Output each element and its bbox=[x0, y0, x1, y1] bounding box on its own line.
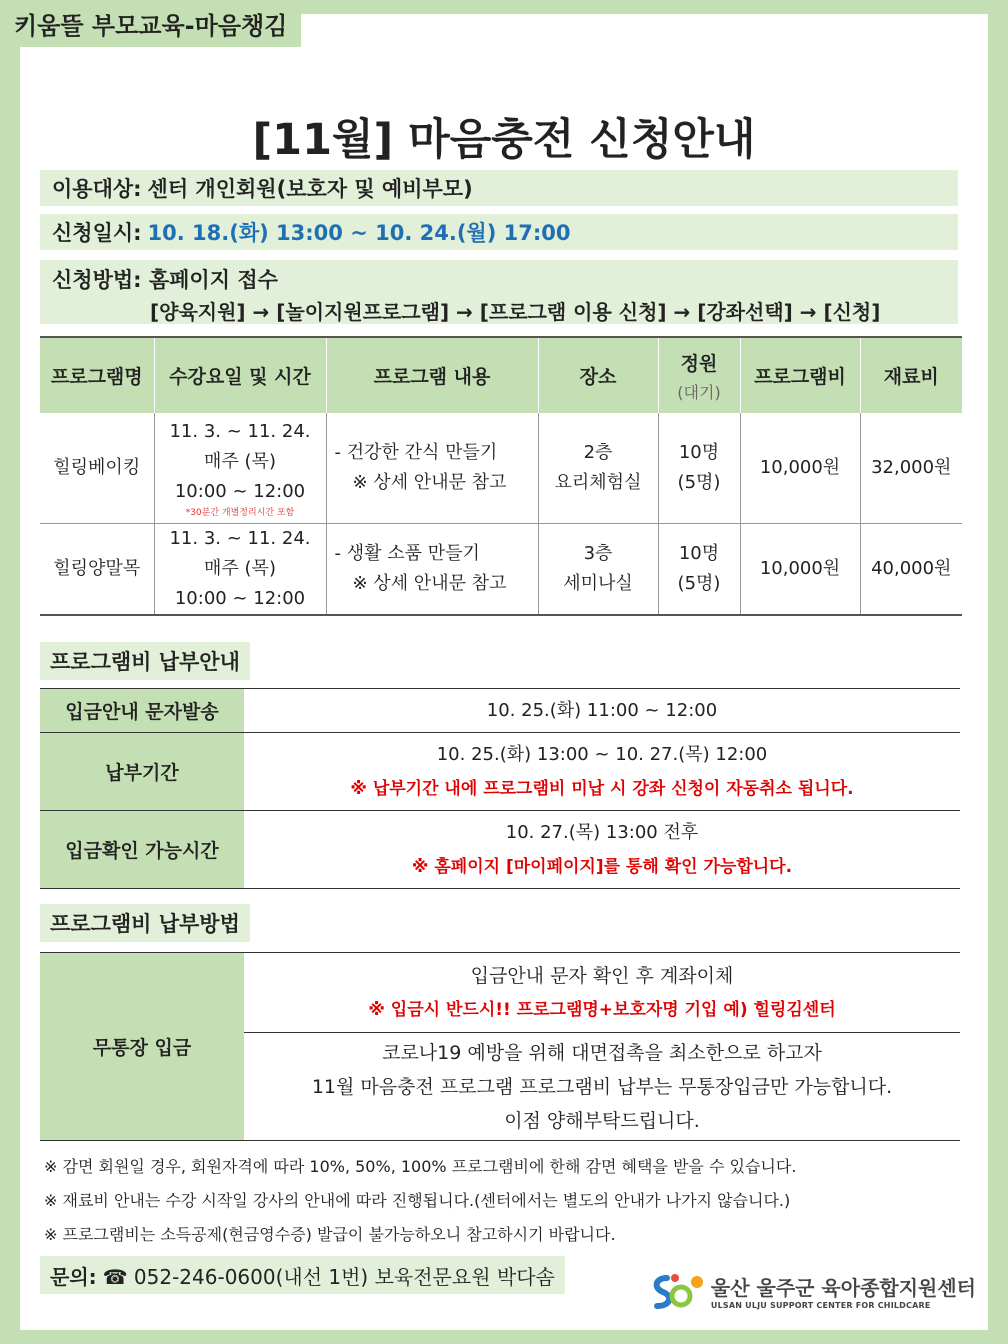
content-note: ※ 상세 안내문 참고 bbox=[352, 471, 507, 493]
period-label: 신청일시: bbox=[52, 221, 142, 245]
schedule-dates: 11. 3. ~ 11. 24. bbox=[169, 527, 311, 549]
note-item: ※ 감면 회원일 경우, 회원자격에 따라 10%, 50%, 100% 프로그램비에 한해 감면 혜택을 받을 수 있습니다. bbox=[44, 1157, 797, 1176]
schedule-note: *30분간 개별정리시간 포함 bbox=[185, 507, 295, 518]
program-capacity bbox=[658, 523, 740, 615]
period-value: 10. 18.(화) 13:00 ~ 10. 24.(월) 17:00 bbox=[147, 221, 571, 245]
instruction-note: ※ 입금시 반드시!! 프로그램명+보호자명 기입 예) 힐링김센터 bbox=[368, 999, 836, 1020]
explanation-line: 11월 마음충전 프로그램 프로그램비 납부는 무통장입금만 가능합니다. bbox=[311, 1075, 893, 1098]
program-fee: 10,000원 bbox=[740, 413, 860, 523]
page-title: [11월] 마음충전 신청안내 bbox=[252, 115, 756, 165]
schedule-dates: 11. 3. ~ 11. 24. bbox=[169, 420, 311, 442]
col-header-capacity bbox=[658, 337, 740, 413]
col-header-place: 장소 bbox=[538, 337, 658, 413]
period-bar bbox=[40, 214, 958, 250]
payment-table bbox=[40, 688, 960, 889]
program-table bbox=[40, 336, 962, 616]
row-value bbox=[244, 811, 960, 889]
capacity-value: 10명 bbox=[678, 441, 720, 463]
program-capacity bbox=[658, 413, 740, 523]
place-room: 세미나실 bbox=[563, 572, 633, 594]
row-label: 납부기간 bbox=[40, 733, 244, 811]
instruction-text: 입금안내 문자 확인 후 계좌이체 bbox=[470, 964, 734, 987]
method-path: [양육지원] → [놀이지원프로그램] → [프로그램 이용 신청] → [강좌선택] → [신청] bbox=[150, 300, 881, 324]
schedule-time: 10:00 ~ 12:00 bbox=[174, 587, 306, 609]
content-line: - 건강한 간식 만들기 bbox=[334, 441, 498, 463]
row-label: 입금안내 문자발송 bbox=[40, 689, 244, 733]
contact-value: ☎ 052-246-0600(내선 1번) 보육전문요원 박다솜 bbox=[102, 1264, 555, 1289]
method-bar bbox=[40, 260, 958, 324]
program-content bbox=[326, 523, 538, 615]
confirm-text: 10. 27.(목) 13:00 전후 bbox=[505, 821, 699, 843]
schedule-time: 10:00 ~ 12:00 bbox=[174, 480, 306, 502]
explanation-line: 코로나19 예방을 위해 대면접촉을 최소한으로 하고자 bbox=[382, 1041, 822, 1064]
wait-label: (대기) bbox=[677, 382, 721, 402]
col-header-schedule: 수강요일 및 시간 bbox=[154, 337, 326, 413]
col-header-fee: 프로그램비 bbox=[740, 337, 860, 413]
target-bar bbox=[40, 170, 958, 206]
target-label: 이용대상: bbox=[52, 177, 142, 201]
logo-korean: 울산 울주군 육아종합지원센터 bbox=[710, 1276, 976, 1300]
note-item: ※ 재료비 안내는 수강 시작일 강사의 안내에 따라 진행됩니다.(센터에서는 별도의 안내가 나가지 않습니다.) bbox=[44, 1191, 791, 1210]
program-fee: 10,000원 bbox=[740, 523, 860, 615]
table-row bbox=[40, 811, 960, 889]
method-explanation bbox=[244, 1033, 960, 1141]
contact-label: 문의: bbox=[50, 1264, 97, 1289]
col-header-material: 재료비 bbox=[860, 337, 962, 413]
schedule-day: 매주 (목) bbox=[204, 450, 276, 472]
method-label: 무통장 입금 bbox=[40, 953, 244, 1141]
target-value: 센터 개인회원(보호자 및 예비부모) bbox=[147, 177, 473, 201]
row-label: 입금확인 가능시간 bbox=[40, 811, 244, 889]
wait-value: (5명) bbox=[677, 572, 721, 594]
table-row bbox=[40, 953, 960, 1033]
note-item: ※ 프로그램비는 소득공제(현금영수증) 발급이 불가능하오니 참고하시기 바랍니다. bbox=[44, 1225, 616, 1244]
logo-english: ULSAN ULJU SUPPORT CENTER FOR CHILDCARE bbox=[710, 1301, 931, 1310]
table-row bbox=[40, 733, 960, 811]
method-table bbox=[40, 952, 960, 1141]
place-floor: 2층 bbox=[583, 441, 613, 463]
method-value: 홈페이지 접수 bbox=[148, 268, 278, 292]
table-row bbox=[40, 523, 962, 615]
confirm-note: ※ 홈페이지 [마이페이지]를 통해 확인 가능합니다. bbox=[411, 856, 793, 877]
program-material: 40,000원 bbox=[860, 523, 962, 615]
logo-text bbox=[711, 1272, 976, 1310]
row-value: 10. 25.(화) 11:00 ~ 12:00 bbox=[244, 689, 960, 733]
wait-value: (5명) bbox=[677, 471, 721, 493]
program-schedule bbox=[154, 523, 326, 615]
program-name: 힐링베이킹 bbox=[40, 413, 154, 523]
explanation-line: 이점 양해부탁드립니다. bbox=[504, 1109, 700, 1132]
capacity-value: 10명 bbox=[678, 542, 720, 564]
content-line: - 생활 소품 만들기 bbox=[334, 542, 480, 564]
col-header-content: 프로그램 내용 bbox=[326, 337, 538, 413]
period-text: 10. 25.(화) 13:00 ~ 10. 27.(목) 12:00 bbox=[436, 743, 768, 765]
schedule-day: 매주 (목) bbox=[204, 557, 276, 579]
program-place bbox=[538, 523, 658, 615]
col-header-name: 프로그램명 bbox=[40, 337, 154, 413]
program-material: 32,000원 bbox=[860, 413, 962, 523]
place-floor: 3층 bbox=[583, 542, 613, 564]
program-schedule bbox=[154, 413, 326, 523]
contact-bar bbox=[40, 1256, 565, 1294]
program-place bbox=[538, 413, 658, 523]
method-label: 신청방법: bbox=[52, 268, 142, 292]
capacity-label: 정원 bbox=[680, 352, 718, 375]
payment-section-title: 프로그램비 납부안내 bbox=[40, 642, 250, 680]
place-room: 요리체험실 bbox=[554, 471, 642, 493]
row-value bbox=[244, 733, 960, 811]
program-name: 힐링양말목 bbox=[53, 557, 141, 579]
table-row bbox=[40, 413, 962, 523]
method-instruction bbox=[244, 953, 960, 1033]
header-tag: 키움뜰 부모교육-마음챙김 bbox=[0, 0, 301, 47]
program-content bbox=[326, 413, 538, 523]
center-logo bbox=[651, 1270, 976, 1312]
content-note: ※ 상세 안내문 참고 bbox=[352, 572, 507, 594]
notes-list bbox=[44, 1150, 796, 1252]
period-warning: ※ 납부기간 내에 프로그램비 미납 시 강좌 신청이 자동취소 됩니다. bbox=[350, 778, 854, 799]
table-header bbox=[40, 337, 962, 413]
center-logo-icon bbox=[651, 1270, 705, 1312]
notice-sheet bbox=[20, 14, 988, 1330]
method-section-title: 프로그램비 납부방법 bbox=[40, 904, 250, 942]
table-row bbox=[40, 689, 960, 733]
